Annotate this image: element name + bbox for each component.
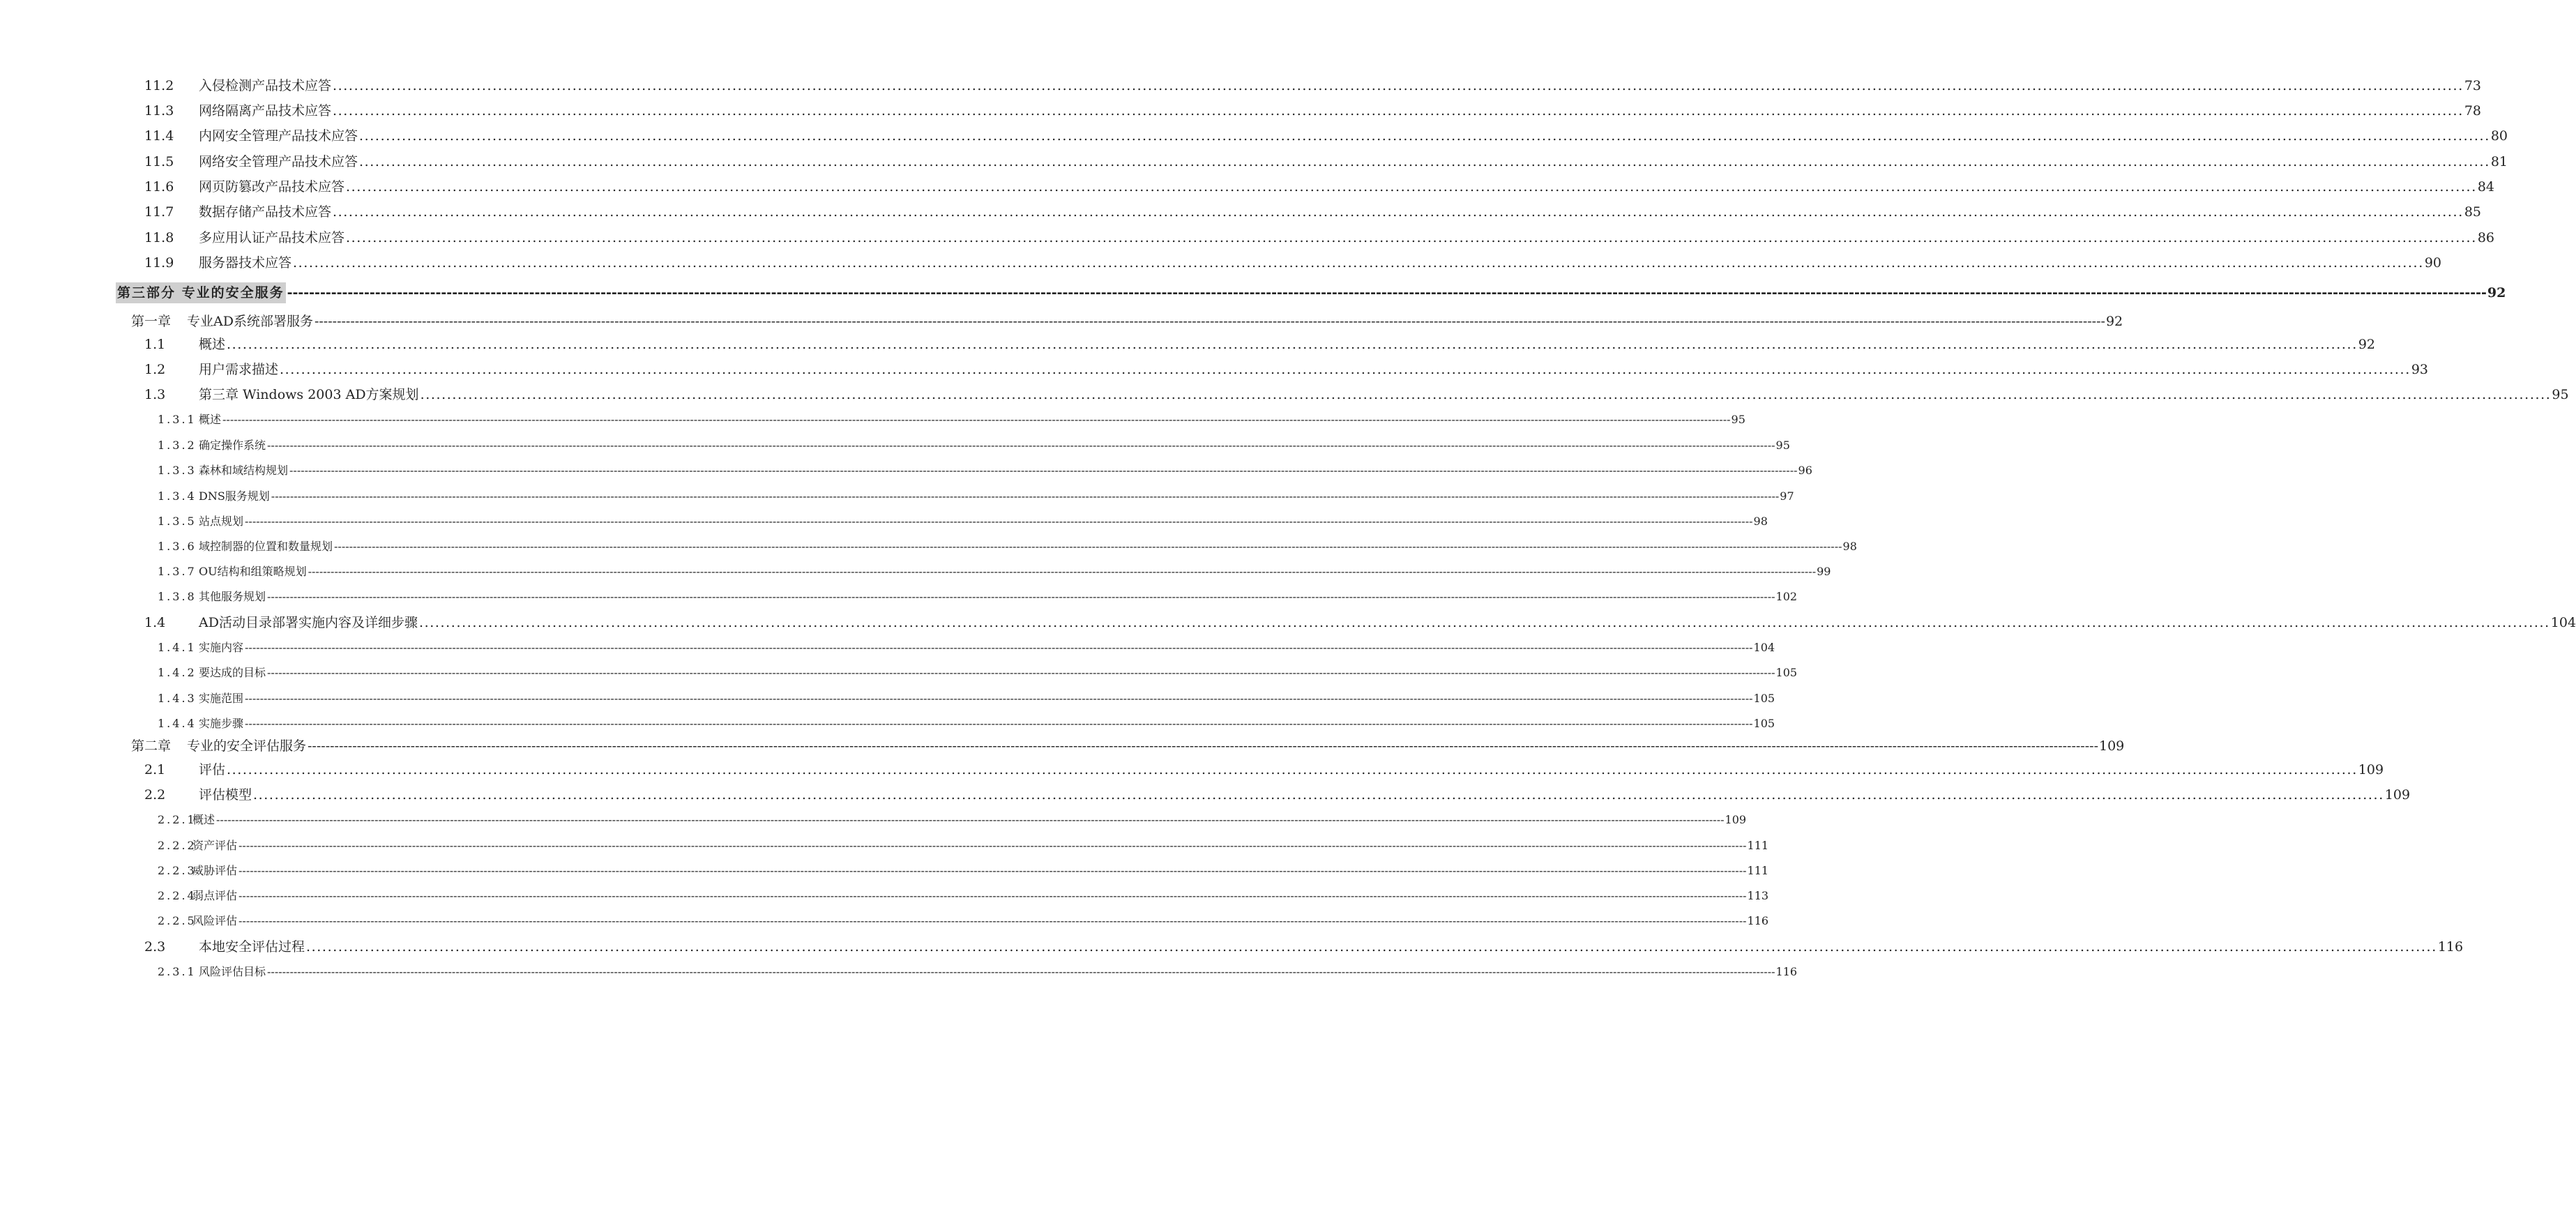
toc-entry-title: 域控制器的位置和数量规划: [199, 540, 333, 553]
toc-entry-number: 1.4.3: [158, 692, 197, 705]
toc-entry-number: 第二章: [131, 738, 172, 754]
toc-page-number: 90: [2424, 255, 2442, 271]
toc-entry-title: 概述: [192, 813, 215, 826]
toc-entry: [158, 662, 1798, 683]
toc-entry-title: 用户需求描述: [199, 362, 279, 377]
toc-page-number: 116: [2437, 939, 2464, 955]
toc-entry-number: 2.3: [144, 939, 166, 955]
toc-leader: ----------------------------------------------------------------------------------------------------------------------------------------------------------------------------------------------------------------------------------------------------------------------------------------------------------------------------------------------------------------------------------------------------------------: [289, 464, 1798, 477]
toc-entry-title: AD活动目录部署实施内容及详细步骤: [199, 615, 418, 630]
toc-entry: [144, 75, 2482, 96]
toc-entry-number: 1.3.3: [158, 464, 197, 477]
toc-chapter-entry: [131, 736, 2125, 757]
toc-entry: [144, 334, 2376, 355]
toc-page-number: 105: [1775, 666, 1798, 679]
toc-entry-number: 1.3.1: [158, 413, 197, 426]
toc-entry-title: 入侵检测产品技术应答: [199, 78, 332, 93]
toc-page-number: 104: [2550, 615, 2576, 630]
toc-entry-number: 11.7: [144, 204, 174, 220]
toc-page-number: 81: [2490, 154, 2508, 169]
toc-page-number: 85: [2464, 204, 2482, 220]
toc-page-number: 109: [2358, 762, 2384, 777]
toc-entry-number: 11.4: [144, 128, 174, 144]
toc-leader: ................................................................................................................................................................................................................................................................................................................................................................................................................: [359, 154, 2490, 169]
toc-leader: ----------------------------------------------------------------------------------------------------------------------------------------------------------------------------------------------------------------------------------------------------------------------------------------------------------------------------------------------------------------------------------------------------------------: [287, 285, 2487, 301]
toc-entry: [144, 384, 2569, 405]
toc-entry-title: 专业的安全评估服务: [187, 738, 307, 754]
toc-entry-title: 网络隔离产品技术应答: [199, 103, 332, 119]
toc-leader: ----------------------------------------------------------------------------------------------------------------------------------------------------------------------------------------------------------------------------------------------------------------------------------------------------------------------------------------------------------------------------------------------------------------: [267, 666, 1775, 679]
toc-entry-number: 1.3.2: [158, 439, 197, 452]
toc-leader: ----------------------------------------------------------------------------------------------------------------------------------------------------------------------------------------------------------------------------------------------------------------------------------------------------------------------------------------------------------------------------------------------------------------: [267, 965, 1775, 978]
toc-entry-number: 2.2: [144, 787, 166, 803]
toc-leader: ----------------------------------------------------------------------------------------------------------------------------------------------------------------------------------------------------------------------------------------------------------------------------------------------------------------------------------------------------------------------------------------------------------------: [245, 692, 1753, 705]
toc-page-number: 92: [2105, 314, 2123, 329]
toc-page-number: 73: [2464, 78, 2482, 93]
toc-leader: ----------------------------------------------------------------------------------------------------------------------------------------------------------------------------------------------------------------------------------------------------------------------------------------------------------------------------------------------------------------------------------------------------------------: [267, 590, 1775, 603]
toc-leader: ----------------------------------------------------------------------------------------------------------------------------------------------------------------------------------------------------------------------------------------------------------------------------------------------------------------------------------------------------------------------------------------------------------------: [245, 641, 1753, 654]
toc-page-number: 113: [1747, 889, 1769, 902]
toc-entry-title: 概述: [199, 337, 226, 352]
toc-entry-title: 实施步骤: [199, 717, 244, 730]
toc-leader: ................................................................................................................................................................................................................................................................................................................................................................................................................: [333, 204, 2464, 220]
toc-leader: ----------------------------------------------------------------------------------------------------------------------------------------------------------------------------------------------------------------------------------------------------------------------------------------------------------------------------------------------------------------------------------------------------------------: [245, 717, 1753, 730]
toc-entry-number: 11.5: [144, 154, 174, 169]
toc-entry-number: 1.2: [144, 362, 166, 377]
toc-page-number: 95: [1731, 413, 1745, 426]
toc-page-number: 104: [1753, 641, 1775, 654]
toc-entry: [158, 536, 1857, 557]
toc-entry-title: 网络安全管理产品技术应答: [199, 154, 358, 169]
toc-entry-number: 2.1: [144, 762, 166, 777]
toc-page-number: 92: [2487, 285, 2506, 301]
toc-entry-number: 11.6: [144, 179, 174, 195]
toc-entry-title: 要达成的目标: [199, 666, 266, 679]
toc-entry-number: 2.2.4: [158, 889, 197, 902]
toc-leader: ----------------------------------------------------------------------------------------------------------------------------------------------------------------------------------------------------------------------------------------------------------------------------------------------------------------------------------------------------------------------------------------------------------------: [216, 813, 1725, 826]
toc-entry: [158, 835, 1769, 856]
toc-entry: [158, 713, 1775, 734]
toc-leader: ----------------------------------------------------------------------------------------------------------------------------------------------------------------------------------------------------------------------------------------------------------------------------------------------------------------------------------------------------------------------------------------------------------------: [271, 489, 1780, 503]
toc-entry-number: 1.3.8: [158, 590, 197, 603]
toc-entry: [158, 688, 1775, 709]
toc-entry: [158, 962, 1798, 982]
toc-entry-title: 确定操作系统: [199, 439, 266, 452]
toc-leader: ----------------------------------------------------------------------------------------------------------------------------------------------------------------------------------------------------------------------------------------------------------------------------------------------------------------------------------------------------------------------------------------------------------------: [308, 565, 1817, 578]
toc-entry-title: 威胁评估: [192, 864, 238, 877]
toc-entry: [144, 151, 2508, 172]
toc-leader: ................................................................................................................................................................................................................................................................................................................................................................................................................: [227, 762, 2358, 777]
toc-entry-number: 2.2.1: [158, 813, 197, 826]
toc-entry-number: 11.9: [144, 255, 174, 271]
toc-leader: ................................................................................................................................................................................................................................................................................................................................................................................................................: [227, 337, 2358, 352]
toc-leader: ................................................................................................................................................................................................................................................................................................................................................................................................................: [418, 615, 2550, 630]
toc-entry: [158, 911, 1769, 932]
toc-entry-title: 实施内容: [199, 641, 244, 654]
toc-entry: [144, 100, 2482, 121]
toc-entry-title: 风险评估: [192, 914, 238, 927]
toc-leader: ----------------------------------------------------------------------------------------------------------------------------------------------------------------------------------------------------------------------------------------------------------------------------------------------------------------------------------------------------------------------------------------------------------------: [245, 515, 1753, 528]
toc-entry: [144, 202, 2482, 222]
toc-entry-title: 第三部分 专业的安全服务: [116, 282, 286, 303]
toc-entry: [158, 511, 1768, 532]
toc-leader: ................................................................................................................................................................................................................................................................................................................................................................................................................: [253, 787, 2384, 803]
toc-page-number: 105: [1753, 717, 1775, 730]
toc-page-number: 109: [2098, 738, 2125, 754]
toc-entry-title: 评估模型: [199, 787, 252, 803]
toc-leader: ................................................................................................................................................................................................................................................................................................................................................................................................................: [346, 179, 2477, 195]
toc-entry-number: 第一章: [131, 314, 172, 329]
toc-entry: [158, 561, 1831, 582]
toc-entry: [144, 784, 2411, 805]
toc-entry: [144, 227, 2495, 248]
toc-page-number: 99: [1817, 565, 1831, 578]
toc-page-number: 78: [2464, 103, 2482, 119]
toc-entry-title: 内网安全管理产品技术应答: [199, 128, 358, 144]
toc-entry-number: 1.3.7: [158, 565, 197, 578]
toc-chapter-entry: [131, 311, 2123, 332]
toc-page-number: 96: [1798, 464, 1812, 477]
toc-entry: [158, 409, 1745, 430]
toc-entry-number: 2.2.3: [158, 864, 197, 877]
toc-entry-title: 多应用认证产品技术应答: [199, 230, 345, 245]
toc-entry: [158, 860, 1769, 881]
toc-page-number: 97: [1780, 489, 1794, 503]
toc-leader: ----------------------------------------------------------------------------------------------------------------------------------------------------------------------------------------------------------------------------------------------------------------------------------------------------------------------------------------------------------------------------------------------------------------: [267, 439, 1775, 452]
toc-entry-number: 1.3.5: [158, 515, 197, 528]
toc-page-number: 95: [2552, 387, 2569, 402]
toc-entry-title: 本地安全评估过程: [199, 939, 305, 955]
toc-page-number: 111: [1747, 839, 1769, 852]
toc-entry: [144, 252, 2442, 273]
toc-entry-title: 其他服务规划: [199, 590, 266, 603]
toc-entry-title: 站点规划: [199, 515, 244, 528]
toc-entry-number: 2.2.5: [158, 914, 197, 927]
toc-entry-title: OU结构和组策略规划: [199, 565, 307, 578]
toc-entry: [158, 460, 1812, 481]
toc-entry-number: 1.4: [144, 615, 166, 630]
toc-entry-number: 1.4.1: [158, 641, 197, 654]
toc-entry-title: 资产评估: [192, 839, 238, 852]
toc-page-number: 109: [1725, 813, 1747, 826]
toc-entry-title: 森林和域结构规划: [199, 464, 289, 477]
toc-entry: [144, 759, 2384, 780]
toc-entry: [144, 176, 2495, 197]
toc-entry: [158, 586, 1798, 607]
toc-page-number: 116: [1747, 914, 1769, 927]
toc-entry-title: 概述: [199, 413, 222, 426]
toc-page-number: 105: [1753, 692, 1775, 705]
toc-entry-number: 1.4.4: [158, 717, 197, 730]
toc-entry-title: 实施范围: [199, 692, 244, 705]
toc-entry-number: 1.3: [144, 387, 166, 402]
toc-entry-title: 数据存储产品技术应答: [199, 204, 332, 220]
toc-entry-number: 11.8: [144, 230, 174, 245]
toc-page-number: 84: [2477, 179, 2495, 195]
toc-leader: ----------------------------------------------------------------------------------------------------------------------------------------------------------------------------------------------------------------------------------------------------------------------------------------------------------------------------------------------------------------------------------------------------------------: [308, 738, 2098, 754]
toc-page-number: 98: [1842, 540, 1857, 553]
toc-leader: ................................................................................................................................................................................................................................................................................................................................................................................................................: [293, 255, 2424, 271]
toc-leader: ----------------------------------------------------------------------------------------------------------------------------------------------------------------------------------------------------------------------------------------------------------------------------------------------------------------------------------------------------------------------------------------------------------------: [238, 889, 1747, 902]
toc-entry-title: 第三章 Windows 2003 AD方案规划: [199, 387, 419, 402]
toc-page-number: 92: [2358, 337, 2376, 352]
toc-entry-title: 风险评估目标: [199, 965, 266, 978]
toc-entry-title: DNS服务规划: [199, 489, 270, 503]
toc-entry-title: 评估: [199, 762, 226, 777]
toc-leader: ................................................................................................................................................................................................................................................................................................................................................................................................................: [306, 939, 2437, 955]
toc-leader: ................................................................................................................................................................................................................................................................................................................................................................................................................: [333, 78, 2464, 93]
toc-entry: [158, 810, 1747, 830]
toc-entry: [144, 612, 2576, 633]
toc-entry-title: 弱点评估: [192, 889, 238, 902]
toc-entry-number: 11.3: [144, 103, 174, 119]
toc-leader: ................................................................................................................................................................................................................................................................................................................................................................................................................: [346, 230, 2477, 245]
toc-entry-number: 1.3.6: [158, 540, 197, 553]
toc-page-number: 116: [1775, 965, 1798, 978]
toc-page-number: 98: [1753, 515, 1768, 528]
toc-entry: [144, 359, 2429, 380]
toc-entry: [158, 886, 1769, 906]
toc-leader: ----------------------------------------------------------------------------------------------------------------------------------------------------------------------------------------------------------------------------------------------------------------------------------------------------------------------------------------------------------------------------------------------------------------: [314, 314, 2105, 329]
toc-entry: [158, 486, 1794, 507]
toc-leader: ----------------------------------------------------------------------------------------------------------------------------------------------------------------------------------------------------------------------------------------------------------------------------------------------------------------------------------------------------------------------------------------------------------------: [238, 914, 1747, 927]
toc-entry-number: 11.2: [144, 78, 174, 93]
toc-page-number: 95: [1775, 439, 1790, 452]
toc-leader: ................................................................................................................................................................................................................................................................................................................................................................................................................: [420, 387, 2552, 402]
toc-page-number: 111: [1747, 864, 1769, 877]
toc-page-number: 86: [2477, 230, 2495, 245]
toc-entry: [144, 936, 2464, 957]
toc-leader: ................................................................................................................................................................................................................................................................................................................................................................................................................: [333, 103, 2464, 119]
toc-page-number: 93: [2411, 362, 2429, 377]
toc-leader: ----------------------------------------------------------------------------------------------------------------------------------------------------------------------------------------------------------------------------------------------------------------------------------------------------------------------------------------------------------------------------------------------------------------: [238, 864, 1747, 877]
toc-entry-number: 2.2.2: [158, 839, 197, 852]
toc-entry-number: 1.1: [144, 337, 166, 352]
toc-entry-number: 1.4.2: [158, 666, 197, 679]
toc-entry: [158, 637, 1775, 658]
toc-page-number: 109: [2384, 787, 2411, 803]
toc-entry: [158, 435, 1790, 456]
toc-entry-number: 2.3.1: [158, 965, 197, 978]
toc-entry-title: 专业AD系统部署服务: [187, 314, 313, 329]
toc-page-number: 80: [2490, 128, 2508, 144]
toc-entry: [144, 126, 2508, 146]
toc-leader: ................................................................................................................................................................................................................................................................................................................................................................................................................: [359, 128, 2490, 144]
toc-leader: ----------------------------------------------------------------------------------------------------------------------------------------------------------------------------------------------------------------------------------------------------------------------------------------------------------------------------------------------------------------------------------------------------------------: [334, 540, 1842, 553]
toc-entry-title: 服务器技术应答: [199, 255, 292, 271]
toc-leader: ----------------------------------------------------------------------------------------------------------------------------------------------------------------------------------------------------------------------------------------------------------------------------------------------------------------------------------------------------------------------------------------------------------------: [238, 839, 1747, 852]
toc-entry-number: 1.3.4: [158, 489, 197, 503]
toc-leader: ................................................................................................................................................................................................................................................................................................................................................................................................................: [280, 362, 2411, 377]
toc-part-heading: [116, 282, 2506, 303]
toc-leader: ----------------------------------------------------------------------------------------------------------------------------------------------------------------------------------------------------------------------------------------------------------------------------------------------------------------------------------------------------------------------------------------------------------------: [222, 413, 1731, 426]
toc-page-number: 102: [1775, 590, 1798, 603]
toc-entry-title: 网页防篡改产品技术应答: [199, 179, 345, 195]
